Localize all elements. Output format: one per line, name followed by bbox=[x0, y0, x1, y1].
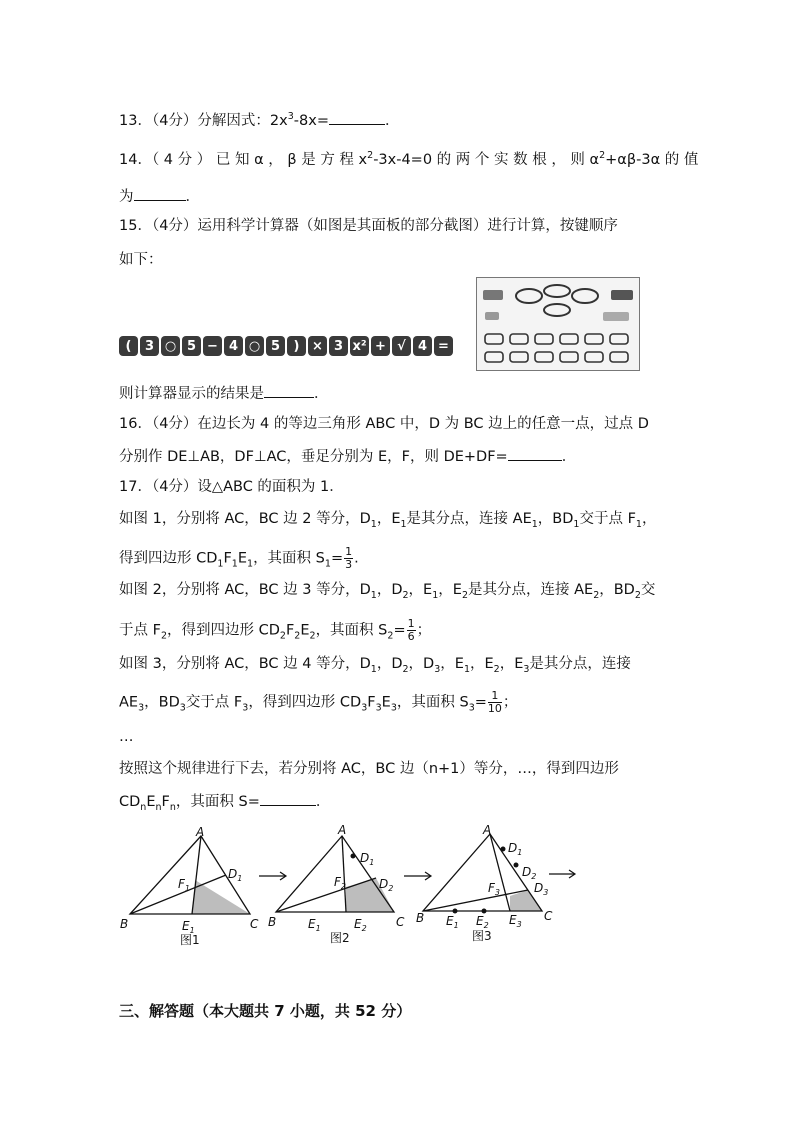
point-E1 bbox=[453, 909, 458, 914]
key: = bbox=[434, 336, 453, 356]
label-D1: $D_1$ bbox=[228, 867, 243, 883]
question-17-para1: 如图 1，分别将 AC，BC 边 2 等分，$D_1$，$E_1$是其分点，连接 $AE_1$，$BD_1$交于点 $F_1$， bbox=[119, 511, 657, 530]
question-13: 13．（4分）分解因式：$2x^3-8x=$ ． bbox=[119, 111, 400, 129]
label-E2: $E_2$ bbox=[476, 914, 489, 930]
label-E3: $E_3$ bbox=[509, 913, 522, 929]
question-14-line1: 14．（ 4 分 ） 已 知 α ， β 是 方 程 $x^2-3x-4=0$ 的 两 个 实 数 根 ， 则 $\alpha^2+\alpha\beta-3\alpha$ 的 值 bbox=[119, 150, 699, 168]
question-17-para7: 按照这个规律进行下去，若分别将 AC，BC 边（n+1）等分，…，得到四边形 bbox=[119, 761, 619, 777]
label-F3: $F_3$ bbox=[488, 881, 500, 897]
key: × bbox=[308, 336, 327, 356]
caption-fig2: 图2 bbox=[330, 931, 350, 945]
label-E1: $E_1$ bbox=[308, 917, 321, 933]
key: 5 bbox=[266, 336, 285, 356]
answer-blank bbox=[260, 791, 316, 806]
label-B: B bbox=[416, 911, 425, 925]
label-B: B bbox=[268, 915, 277, 929]
answer-blank bbox=[134, 186, 186, 201]
question-17-para3: 如图 2，分别将 AC，BC 边 3 等分，$D_1$，$D_2$，$E_1$，$E_2$是其分点，连接 $AE_2$，$BD_2$交 bbox=[119, 582, 656, 601]
key: √ bbox=[392, 336, 411, 356]
label-D2: $D_2$ bbox=[522, 865, 537, 881]
question-17-para2: 得到四边形 $CD_1F_1E_1$，其面积 $S_1=$ $\frac{1}{3}$ . bbox=[119, 545, 359, 571]
key: − bbox=[203, 336, 222, 356]
label-D1: $D_1$ bbox=[360, 851, 375, 867]
caption-fig1: 图1 bbox=[180, 933, 200, 947]
label-B: B bbox=[120, 917, 129, 931]
label-E1: $E_1$ bbox=[446, 914, 459, 930]
key: 4 bbox=[224, 336, 243, 356]
point-D2 bbox=[514, 863, 519, 868]
key: ○ bbox=[161, 336, 180, 356]
calculator-key-sequence bbox=[119, 336, 453, 356]
question-17-title: 17．（4分）设△ABC 的面积为 1． bbox=[119, 479, 344, 495]
fraction: $\frac{1}{3}$ bbox=[345, 545, 353, 571]
label-A: A bbox=[483, 823, 492, 837]
label-C: C bbox=[396, 915, 405, 929]
point-E2 bbox=[482, 909, 487, 914]
question-15-line1: 15．（4分）运用科学计算器（如图是其面板的部分截图）进行计算，按键顺序 bbox=[119, 218, 618, 234]
key: ○ bbox=[245, 336, 264, 356]
label-D1: $D_1$ bbox=[508, 841, 523, 857]
caption-fig3: 图3 bbox=[472, 929, 492, 943]
answer-blank bbox=[264, 383, 314, 398]
label-A: A bbox=[196, 825, 205, 839]
key: + bbox=[371, 336, 390, 356]
question-15-line3: 则计算器显示的结果是 ． bbox=[119, 383, 329, 404]
label-E1: $E_1$ bbox=[182, 919, 195, 935]
label-D2: $D_2$ bbox=[379, 877, 394, 893]
key: ) bbox=[287, 336, 306, 356]
section-3-heading: 三、解答题（本大题共 7 小题，共 52 分） bbox=[119, 1002, 412, 1020]
answer-blank bbox=[508, 446, 562, 461]
point-D1 bbox=[501, 847, 506, 852]
arrow-2 bbox=[404, 872, 431, 880]
key: 5 bbox=[182, 336, 201, 356]
label-D3: $D_3$ bbox=[534, 881, 549, 897]
calculator-panel-image bbox=[476, 277, 640, 371]
question-17-para6: $AE_3$，$BD_3$交于点 $F_3$，得到四边形 $CD_3F_3E_3$，其面积 $S_3=$ $\frac{1}{10}$ ； bbox=[119, 689, 518, 715]
ellipsis: … bbox=[119, 729, 134, 745]
label-C: C bbox=[250, 917, 259, 931]
question-17-para4: 于点 $F_2$，得到四边形 $CD_2F_2E_2$，其面积 $S_2=$ $\frac{1}{6}$ ； bbox=[119, 617, 432, 643]
fraction: $\frac{1}{6}$ bbox=[407, 617, 415, 643]
question-14-line2: 为 ． bbox=[119, 186, 200, 207]
label-A: A bbox=[338, 823, 347, 837]
answer-blank bbox=[329, 110, 385, 125]
question-16-line1: 16．（4分）在边长为 4 的等边三角形 ABC 中，D 为 BC 边上的任意一点，过点 D bbox=[119, 416, 649, 432]
label-E2: $E_2$ bbox=[354, 917, 367, 933]
label-F2: $F_2$ bbox=[334, 875, 346, 891]
figure-2 bbox=[276, 836, 394, 912]
question-17-para5: 如图 3，分别将 AC，BC 边 4 等分，$D_1$，$D_2$，$D_3$，$E_1$，$E_2$，$E_3$是其分点，连接 bbox=[119, 656, 631, 675]
label-F1: $F_1$ bbox=[178, 877, 190, 893]
key: ( bbox=[119, 336, 138, 356]
point-D1 bbox=[351, 854, 356, 859]
question-15-line2: 如下： bbox=[119, 252, 163, 268]
key: 3 bbox=[140, 336, 159, 356]
question-17-para8: $CD_nE_nF_n$，其面积 S= ． bbox=[119, 791, 330, 812]
key: 4 bbox=[413, 336, 432, 356]
arrow-1 bbox=[259, 872, 286, 880]
fraction: $\frac{1}{10}$ bbox=[487, 689, 502, 715]
label-C: C bbox=[544, 909, 553, 923]
key: x² bbox=[350, 336, 369, 356]
arrow-3 bbox=[549, 870, 575, 878]
question-16-line2: 分别作 DE⊥AB，DF⊥AC，垂足分别为 E，F，则 DE+DF= ． bbox=[119, 446, 576, 467]
question-17-figures bbox=[118, 822, 588, 952]
key: 3 bbox=[329, 336, 348, 356]
